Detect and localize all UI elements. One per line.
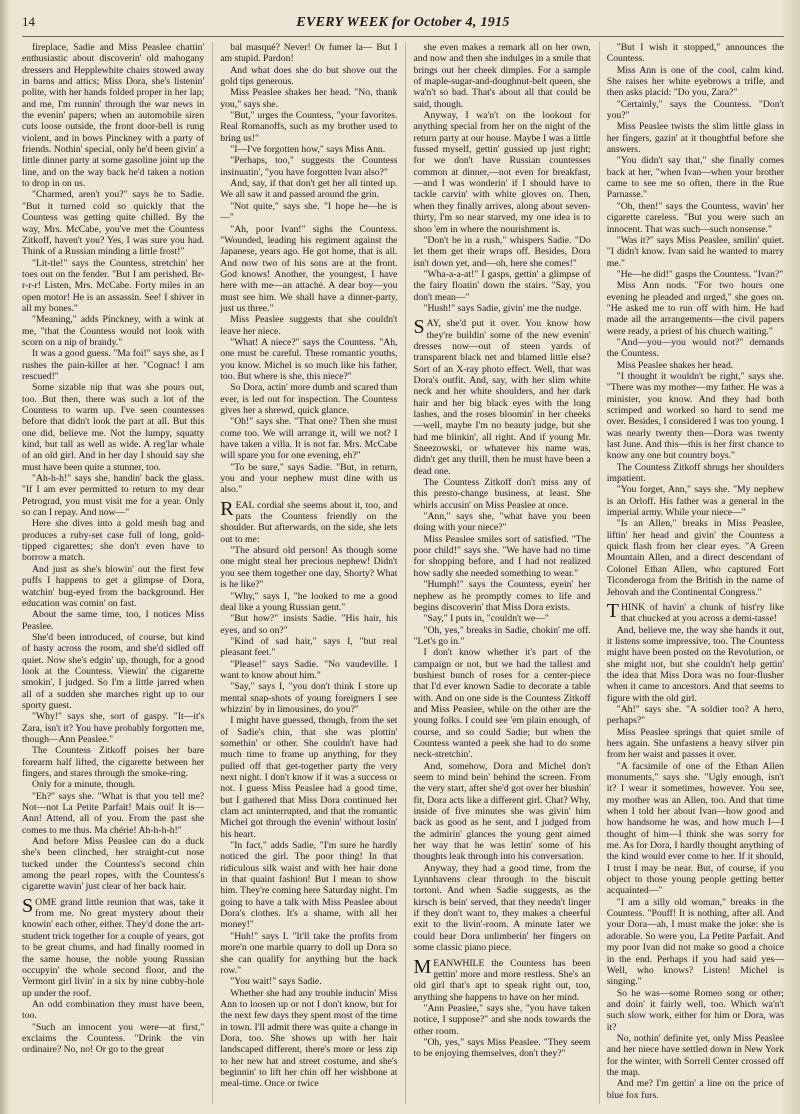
- body-paragraph: The Countess Zitkoff poises her bare forearm half lifted, the cigarette between her fingers, and stares through the smoke-ring.: [22, 745, 205, 779]
- body-paragraph: I might have guessed, though, from the set of Sadie's chin, that she was plottin' somethin' or other. She couldn't have had much time to frame up anything, for they pulled off that get-together party the very next night. I don't know if it was a success or not. I guess Miss Peaslee had a good time, but I gathered that Miss Dora continued her clam act uninterrupted, and that the romantic Michel got through the evenin' without losin' his heart.: [220, 715, 398, 840]
- body-paragraph: Miss Peaslee suggests that she couldn't leave her niece.: [220, 314, 398, 337]
- body-paragraph: "You wait!" says Sadie.: [230, 976, 322, 988]
- body-paragraph: Anyway, I wa'n't on the lookout for anything special from her on the night of the return party at our house. Maybe I was a little fussed myself, gettin' gussied up just right; for we don't have Russian countesses common at dinner,—not even for breakfast,—and I was wonderin' if I should have to tackle carvin' with white gloves on. Then, when they finally arrives, along about seven-thirty, I'm so near starved, my one idea is to shoo 'em in where the nourishment is.: [413, 110, 591, 235]
- body-paragraph: "Charmed, aren't you?" says he to Sadie. "But it turned cold so quickly that the Countess was getting quite chilled. By the way, Mrs. McCabe, you've met the Countess Zitkoff, haven't you? Yes, I was sure you had. Think of a Russian minding a little frost!": [22, 189, 205, 258]
- body-paragraph: No, nothin' definite yet, only Miss Peaslee and her niece have settled down in New York for the winter, with Sorrell Center crossed off the map.: [606, 1032, 784, 1078]
- body-paragraph: "Oh, then!" says the Countess, wavin' her cigarette careless. "But you were such an innocent. That was such—such nonsense.": [606, 200, 784, 235]
- body-paragraph: "He—he did!" gasps the Countess. "Ivan?": [616, 268, 784, 280]
- body-paragraph: And just as she's blowin' out the first few puffs I happens to get a glimpse of Dora, watchin' bug-eyed from the background. Her education was comin' on fast.: [22, 563, 205, 609]
- body-paragraph: Miss Peaslee shakes her head. "No, thank you," says she.: [220, 87, 398, 110]
- body-paragraph: "To be sure," says Sadie. "But, in return, you and your nephew must dine with us also.": [220, 461, 398, 496]
- body-paragraph: she even makes a remark all on her own, and now and then she indulges in a smile that brings out her cheek dimples. For a sample of maple-sugar-and-doughnut-belt queen, she wa'n't so bad. That's about all that could be said, though.: [413, 42, 591, 110]
- body-paragraph: "And—you—you would not?" demands the Countess.: [606, 336, 784, 360]
- body-paragraph: I don't know whether it's part of the campaign or not, but we had the tallest and bushiest bunch of roses for a center-piece that I'd ever known Sadie to decorate a table with. And on one side is the Countess Zitkoff and Miss Peaslee, while on the other are the young folks. I could see 'em plain enough, of course, and so could Sadie; but when the Countess wanted a peek she had to do some neck-stretchin'.: [413, 647, 591, 761]
- section-opening-paragraph: SAY, she'd put it over. You know how they're buildin' some of the new evenin' dresses now—out of steen yards of transparent black net and blamed little else? Sort of an X-ray photo effect. Well, that was Dora's outfit. And, say, with her slim white neck and her white shoulders, and her dark hair and her big black eyes with the long lashes, and the roses bloomin' in her cheeks—well, maybe I'm no beauty judge, but she had me blinkin', all right. And if young Mr. Sneezowski, or whatever his name was, didn't get any thrill, then he must have been a dead one.: [413, 316, 591, 477]
- body-paragraph: Only for a minute, though.: [32, 779, 136, 791]
- body-paragraph: And before Miss Peaslee can do a duck she's been clinched, her straight-cut nose tucked under the Countess's second chin among the pearl ropes, with the Countess's cigarette wavin' just clear of her back hair.: [22, 836, 205, 893]
- body-paragraph: So he was—some Romeo song or other; and doin' it fairly well, too. Which wa'n't such slow work, either for him or Dora, was it?: [606, 987, 784, 1033]
- body-paragraph: Miss Ann nods. "For two hours one evening he pleaded and urged," she goes on. "He asked me to run off with him. He had made all the arrangements—the civil papers were ready, a priest of his church waiting.": [606, 280, 784, 337]
- body-paragraph: "Ann," says she, "what have you been doing with your niece?": [413, 511, 591, 534]
- body-paragraph: "You forget, Ann," says she. "My nephew is an Orloff. His father was a general in the imperial army. While your niece—": [606, 484, 784, 519]
- body-paragraph: "Ah-h-h!" says she, handin' back the glass. "If I am ever permitted to return to my dear Petrograd, you must visit me for a year. Only so can I repay. And now—": [22, 473, 205, 519]
- body-paragraph: "In fact," adds Sadie, "I'm sure he hardly noticed the girl. The poor thing! In that ridiculous silk waist and with her hair done in that quaint fashion! But I mean to show him. They're coming here Saturday night. I'm going to have a talk with Miss Peaslee about Dora's clothes. It's a shame, with all her money!": [220, 840, 398, 931]
- drop-cap-letter: T: [606, 599, 619, 622]
- body-paragraph: fireplace, Sadie and Miss Peaslee chattin' enthusiastic about discoverin' old mahogany dressers and Hepplewhite chairs stowed away in barns and attics; Miss Dora, she's listenin' polite, with her hands folded proper in her lap; and me, I'm runnin' through the war news in the evenin' papers; when an automobile siren cuts loose outside, the front door-bell is rung violent, and in bows Pinckney with a party of friends. Nothin' special, only he'd been givin' a little dinner party at some gasoline joint up the line, and on the way back he'd taken a notion to drop in on us.: [22, 42, 205, 190]
- drop-cap-letter: S: [413, 316, 425, 339]
- section-opening-paragraph: SOME grand little reunion that was, take it from me. No great mystery about their knowin' each other, either. They'd done the art-student trick together for a couple of years, got to be great chums, and had finally roomed in the same house, the noble young Russian occupyin' the whole second floor, and the Vermont girl livin' in a six by nine cubby-hole up under the roof.: [22, 894, 205, 999]
- body-paragraph: "I am a silly old woman," breaks in the Countess. "Pouff! It is nothing, after all. And your Dora—ah, I must make the joke: she is adorable. So were you, La Petite Parfait. And my poor Ivan did not make so good a choice in the end. Perhaps if you had said yes— Well, who knows? Listen! Michel is singing.": [606, 896, 784, 988]
- section-opening-paragraph: REAL cordial she seems about it, too, and pats the Countess friendly on the shoulder. But afterwards, on the side, she lets out to me:: [220, 497, 398, 545]
- body-paragraph: "I—I've forgotten how," says Miss Ann.: [230, 144, 386, 156]
- body-paragraph: "The absurd old person! As though some one might steal her precious nephew! Didn't you see them together one day, Shorty? What is he like?": [220, 545, 398, 591]
- body-paragraph: "Meaning," adds Pinckney, with a wink at me, "that the Countess would not look with scorn on a nip of brandy.": [22, 314, 205, 348]
- body-paragraph: "Say," says I, "you don't think I store up mental snap-shots of young foreigners I see whizzin' by in limousines, do you?": [220, 681, 398, 715]
- body-paragraph: "Oh, yes," breaks in Sadie, chokin' me off. "Let's go in.": [413, 624, 591, 647]
- body-paragraph: "Ann Peaslee," says she, "you have taken notice, I suppose?" and she nods towards the other room.: [413, 1002, 591, 1037]
- text-column-4: [599, 42, 784, 1104]
- body-paragraph: An odd combination they must have been, too.: [22, 998, 205, 1022]
- body-paragraph: "Is an Allen," breaks in Miss Peaslee, liftin' her head and givin' the Countess a quick flash from her clear eyes. "A Green Mountain Allen, and a direct descendant of Colonel Ethan Allen, who captured Fort Ticonderoga from the British in the name of Jehovah and the Continental Congress.": [606, 518, 784, 598]
- body-paragraph: "Ah!" says she. "A soldier too? A hero, perhaps?": [606, 703, 784, 727]
- body-paragraph: Some sizable nip that was she pours out, too. But then, there was such a lot of the Countess to warm up. I've seen countesses before that didn't look the part at all. But this one did, believe me. Not the lumpy, squatty kind, but tall as well as wide. A reg'lar whale of an old girl. And in her day I should say she must have been quite a stunner, too.: [22, 382, 205, 473]
- body-paragraph: And, somehow, Dora and Michel don't seem to mind bein' behind the screen. From the very start, after she'd got over her blushin' fit, Dora acts like a different girl. Chat? Why, inside of five minutes she was givin' him back as good as he sent, and I judged from the admirin' glances the young gent aimed her way that he was lettin' some of his thoughts leak through into his conversation.: [413, 760, 591, 863]
- page-binding-shadow: [0, 0, 8, 1114]
- body-paragraph: "Don't be in a rush," whispers Sadie. "Do let them get their wraps off. Besides, Dora isn't down yet, and—oh, here she comes!": [413, 234, 591, 269]
- drop-cap-letter: M: [413, 955, 432, 978]
- body-paragraph: "Lit-tle!" says the Countess, stretchin' her toes out on the fender. "But I am perished. Br-r-r-r! Listen, Mrs. McCabe. Forty miles in an open motor! He is an assassin. See! I shiver in all my bones.": [22, 257, 205, 314]
- body-paragraph: "Please!" says Sadie. "No vaudeville. I want to know about him.": [220, 658, 398, 681]
- body-paragraph: And, believe me, the way she hands it out, it listens some impressive, too. The Countess might have been posted on the Revolution, or she might not, but she couldn't help gettin' the idea that Miss Dora was no four-flusher when it came to ancestors. And that seems to figure with the old girl.: [606, 624, 784, 704]
- text-column-3: [405, 42, 590, 1104]
- body-paragraph: "Perhaps, too," suggests the Countess insinuatin', "you have forgotten Ivan also?": [220, 155, 398, 178]
- body-paragraph: "A facsimile of one of the Ethan Allen monuments," says she. "Ugly enough, isn't it? I wear it sometimes, however. You see, my mother was an Allen, too. And that time when I told her about Ivan—how good and how handsome he was, and how much I—I thought of him—I think she was sorry for me. As for Dora, I hardly thought anything of the kind would ever come to her. If it should, I trust I may be near. But, of course, if you object to those young people getting better acquainted—": [606, 760, 784, 897]
- body-paragraph: Here she dives into a gold mesh bag and produces a ruby-set case full of long, gold-tipped cigarettes; she don't even have to borrow a match.: [22, 518, 205, 564]
- body-paragraph: Miss Peaslee springs that quiet smile of hers again. She unfastens a heavy silver pin from her waist and passes it over.: [606, 726, 784, 761]
- body-paragraph: "Ah, poor Ivan!" sighs the Countess. "Wounded, leading his regiment against the Japanese, years ago. He got home, that is all. And now two of his sons are at the front. God knows! Another, the youngest, I have here with me—an attaché. A dear boy—you must see him. We shall have a dinner-party, just us three.": [220, 223, 398, 314]
- body-paragraph: "I thought it wouldn't be right," says she. "There was my mother—my father. He was a minister, you know. And they had both scrimped and worked so hard to send me over. Besides, I considered I was too young. I was nearly twenty then—Dora was twenty last June. And this—this is her first chance to know any one but country boys.": [606, 370, 784, 462]
- article-columns: [22, 42, 784, 1104]
- page-number: 14: [22, 14, 35, 29]
- body-paragraph: "Wha-a-a-at!" I gasps, gettin' a glimpse of the fairy floatin' down the stairs. "Say, you don't mean—": [413, 268, 591, 303]
- body-paragraph: "You didn't say that," she finally comes back at her, "when Ivan—when your brother came to see me so often, there in the Rue Parnasse.": [606, 155, 784, 201]
- body-paragraph: Miss Peaslee smiles sort of satisfied. "The poor child!" says she. "We have had no time for shopping before, and I had not realized how sadly she needed something to wear.": [413, 533, 591, 579]
- body-paragraph: "Why," says I, "he looked to me a good deal like a young Russian gent.": [220, 590, 398, 613]
- body-paragraph: "Oh!" says she. "That one? Then she must come too. We will arrange it, will we not? I have taken a villa. It is not far. Mrs. McCabe will spare you for one evening, eh?": [220, 416, 398, 462]
- body-paragraph: "Was it?" says Miss Peaslee, smilin' quiet. "I didn't know. Ivan said he wanted to marry me.": [606, 234, 784, 269]
- body-paragraph: "Eh?" says she. "What is that you tell me? Not—not La Petite Parfait! Mais oui! It is—Ann! Attend, all of you. From the past she comes to me thus. Ma chérie! Ah-h-h-h!": [22, 790, 205, 836]
- text-column-1: [22, 42, 204, 1104]
- body-paragraph: It was a good guess. "Ma foi!" says she, as I rushes the pain-killer at her. "Cognac! I am rescued!": [22, 348, 205, 382]
- body-paragraph: Miss Ann is one of the cool, calm kind. She raises her white eyebrows a trifle, and then asks placid: "Do you, Zara?": [606, 64, 784, 99]
- body-paragraph: "What! A niece?" says the Countess. "Ah, one must be careful. These romantic youths, you know. Michel is so much like his father, too. But where is she, this niece?": [220, 336, 398, 382]
- section-opening-paragraph: THINK of havin' a chunk of hist'ry like that chucked at you across a demi-tasse!: [606, 599, 784, 625]
- body-paragraph: "But," urges the Countess, "your favorites. Real Romanoffs, such as my brother used to bring us!": [220, 110, 398, 144]
- body-paragraph: Anyway, they had a good time, from the Lynnhavens clear through to the biscuit tortoni. And when Sadie suggests, as the kirsch is bein' served, that they needn't linger if they don't want to, they makes a cheerful exit to the livin'-room. A minute later we could hear Dora unlimberin' her fingers on some classic piano piece.: [413, 862, 591, 954]
- body-paragraph: And me? I'm gettin' a line on the price of blue fox furs.: [606, 1078, 784, 1101]
- drop-cap-letter: R: [220, 497, 234, 520]
- body-paragraph: "But I wish it stopped," announces the Countess.: [606, 42, 784, 65]
- text-column-2: [212, 42, 397, 1104]
- body-paragraph: "Oh, yes," says Miss Peaslee. "They seem to be enjoying themselves, don't they?": [413, 1036, 591, 1060]
- body-paragraph: Miss Peaslee twists the slim little glass in her fingers, gazin' at it thoughtful before she answers.: [606, 121, 784, 156]
- running-header: [22, 14, 784, 37]
- body-paragraph: "Say," I puts in, "couldn't we—": [423, 613, 549, 625]
- body-paragraph: "Certainly," says the Countess. "Don't you?": [606, 98, 784, 122]
- body-paragraph: "Not quite," says she. "I hope he—he is—": [220, 200, 398, 224]
- drop-cap-letter: S: [22, 894, 34, 917]
- body-paragraph: "But how?" insists Sadie. "His hair, his eyes, and so on?": [220, 613, 398, 636]
- body-paragraph: Miss Peaslee shakes her head.: [616, 359, 734, 371]
- body-paragraph: "Huh!" says I. "It'll take the profits from more'n one marble quarry to doll up Dora so she can qualify for anything but the back row.": [220, 930, 398, 976]
- body-paragraph: And what does she do but shove out the gold tips generous.: [220, 64, 398, 88]
- body-paragraph: "Hush!" says Sadie, givin' me the nudge.: [423, 302, 582, 314]
- section-opening-paragraph: MEANWHILE the Countess has been gettin' more and more restless. She's an old girl that's apt to speak right out, too, anything she happens to have on her mind.: [413, 955, 591, 1003]
- body-paragraph: The Countess Zitkoff shrugs her shoulders impatient.: [606, 461, 784, 485]
- masthead-title: EVERY WEEK for October 4, 1915: [296, 15, 510, 30]
- body-paragraph: About the same time, too, I notices Miss Peaslee.: [22, 609, 205, 632]
- body-paragraph: "Humph!" says the Countess, eyein' her nephew as he promptly comes to life and begins discoverin' that Miss Dora exists.: [413, 579, 591, 613]
- body-paragraph: "Kind of sad hair," says I, "but real pleasant feet.": [220, 635, 398, 659]
- body-paragraph: Whether she had any trouble inducin' Miss Ann to loosen up or not I don't know, but for the next few days they spent most of the time in town. I'll admit there was quite a change in Dora, too. She shows up with her hair landscaped different, there's more or less zip to her new hat and street costume, and she's beginnin' to lift her chin off her wishbone at meal-time. Once or twice: [220, 987, 398, 1090]
- body-paragraph: "Why!" says she, sort of gaspy. "It—it's Zara, isn't it? You have probably forgotten me, though—Ann Peaslee.": [22, 711, 205, 745]
- body-paragraph: So Dora, actin' more dumb and scared than ever, is led out for inspection. The Countess gives her a shrewd, quick glance.: [220, 382, 398, 416]
- body-paragraph: She'd been introduced, of course, but kind of hasty across the room, and she'd sidled off quiet. Now she's edgin' up, though, for a good look at the Countess. Viewin' the cigarette smokin', I judged. So I'm a little jarred when all of a sudden she marches right up to our sporty guest.: [22, 631, 205, 711]
- body-paragraph: bal masqué? Never! Or fumer la— But I am stupid. Pardon!: [220, 42, 398, 65]
- body-paragraph: "Such an innocent you were—at first," exclaims the Countess. "Drink the vin ordinaire? No, no! Or go to the great: [22, 1021, 205, 1056]
- body-paragraph: And, say, if that don't get her all tinted up. We all saw it and passed around the grin.: [220, 178, 398, 201]
- body-paragraph: The Countess Zitkoff don't miss any of this presto-change business, at least. She whirls accusin' on Miss Peaslee at once.: [413, 477, 591, 511]
